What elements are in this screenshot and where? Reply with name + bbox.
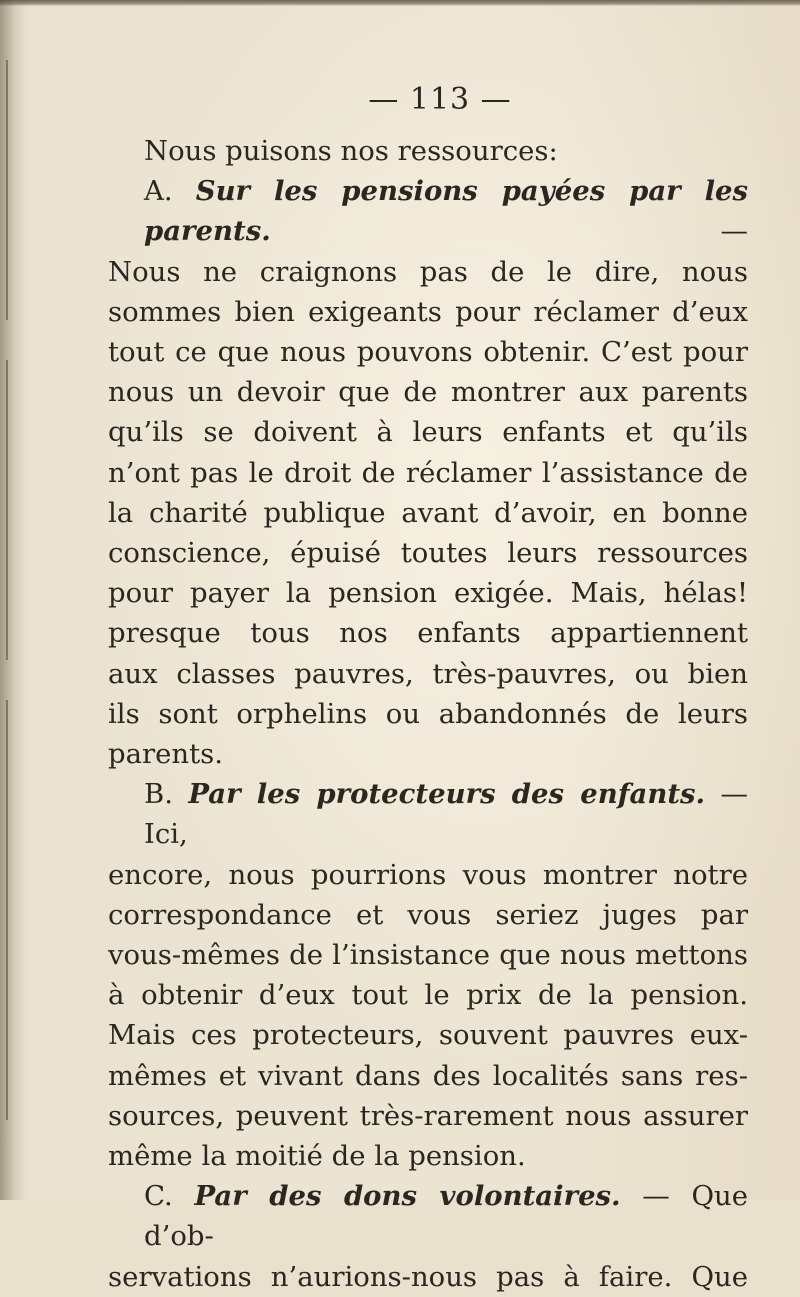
text-line: vous-mêmes de l’insistance que nous mettons [108,939,748,972]
section-heading-b [108,774,748,854]
section-dash: — [270,215,748,248]
text-line: nous un devoir que de montrer aux parents [108,376,748,409]
page-top-edge [0,0,800,6]
page-text [108,131,748,1297]
text-line: conscience, épuisé toutes leurs ressources [108,537,748,570]
text-line: mêmes et vivant dans des localités sans res- [108,1059,748,1092]
text-line: sommes bien exigeants pour réclamer d’eux [108,295,748,328]
section-title: Par des dons volontaires. [194,1180,621,1213]
text-line: presque tous nos enfants appartiennent [108,617,748,650]
text-line: à obtenir d’eux tout le prix de la pension. [108,979,748,1012]
binding-line [6,60,8,320]
text-line: aux classes pauvres, très-pauvres, ou bien [108,657,748,690]
text-line: pour payer la pension exigée. Mais, hélas! [108,577,748,610]
section-title: Par les protecteurs des enfants. [188,778,706,811]
section-title: Sur les pensions payées par les parents. [144,175,749,248]
section-heading-a [108,171,748,251]
text-line: sources, peuvent très-rarement nous assurer [108,1099,748,1132]
section-dash: — Que d’ob- [144,1180,749,1253]
section-dash: — Ici, [144,778,748,851]
text-line: la charité publique avant d’avoir, en bonne [108,496,748,529]
text-line: correspondance et vous seriez juges par [108,898,748,931]
binding-line [6,700,8,1120]
section-label: C. [144,1180,195,1213]
text-line: Nous puisons nos ressources: [144,135,558,167]
text-line: servations n’aurions-nous pas à faire. Que [108,1260,748,1293]
section-heading-c [108,1176,748,1256]
text-line: ils sont orphelins ou abandonnés de leurs [108,697,748,730]
page-number: — 113 — [368,82,512,117]
section-label: A. [144,175,196,208]
binding-line [6,360,8,660]
text-line: qu’ils se doivent à leurs enfants et qu’ils [108,416,748,449]
text-line: Mais ces protecteurs, souvent pauvres eux- [108,1019,748,1052]
page-binding-shadow [0,0,30,1200]
text-line: Nous ne craignons pas de le dire, nous [108,255,748,288]
section-label: B. [144,778,189,811]
text-line: même la moitié de la pension. [108,1140,526,1173]
text-line: parents. [108,738,224,771]
text-line: encore, nous pourrions vous montrer notre [108,858,748,891]
text-line: n’ont pas le droit de réclamer l’assistance de [108,456,748,489]
text-line: tout ce que nous pouvons obtenir. C’est pour [108,336,748,369]
